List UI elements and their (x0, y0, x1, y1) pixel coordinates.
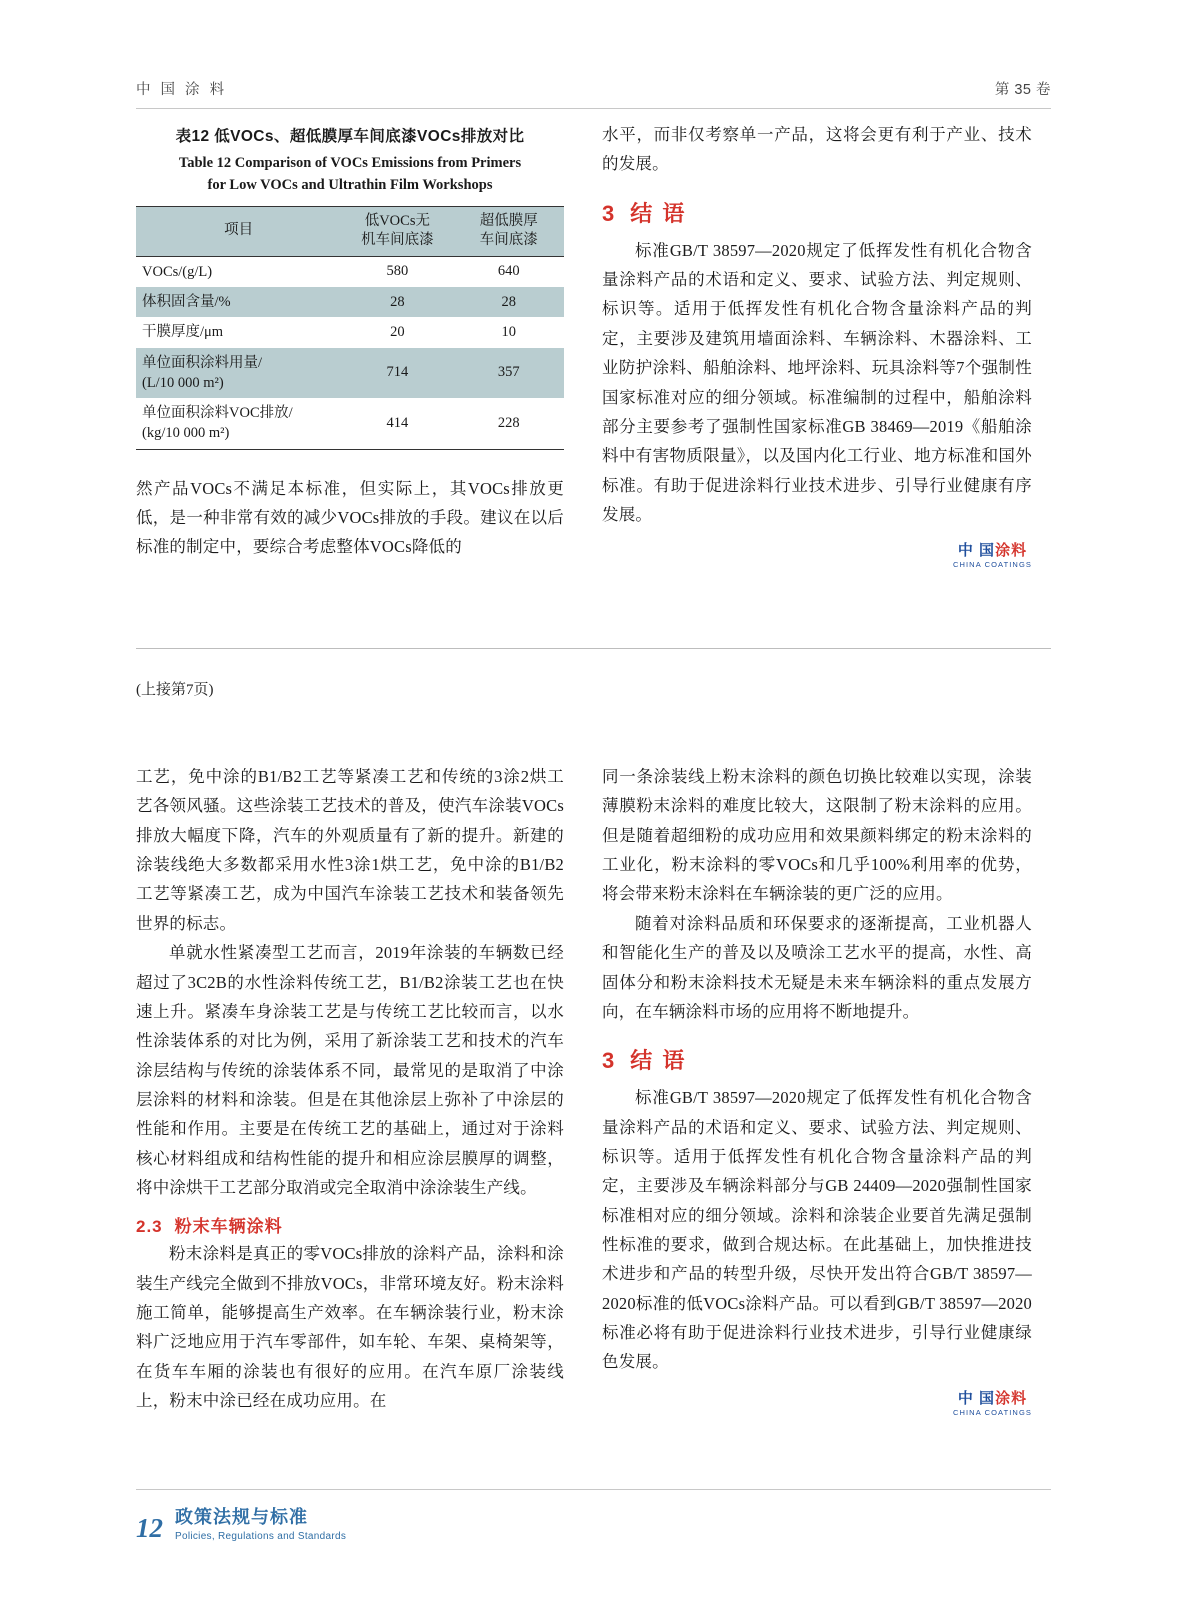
running-head-volume: 第 35 卷 (994, 82, 1051, 98)
lower-left-paragraph-1: 工艺，免中涂的B1/B2工艺等紧凑工艺和传统的3涂2烘工艺各领风骚。这些涂装工艺技术的普及，使汽车涂装VOCs排放大幅度下降，汽车的外观质量有了新的提升。新建的涂装线绝大多数都采用水性3涂1烘工艺，免中涂的B1/B2工艺等紧凑工艺，成为中国汽车涂装工艺技术和装备领先世界的标志。 (136, 767, 564, 933)
journal-logo-en: CHINA COATINGS (952, 560, 1032, 570)
footer-section-cn: 政策法规与标准 (175, 1507, 308, 1528)
journal-logo-inner (953, 1391, 1032, 1417)
section-title: 结 语 (630, 200, 687, 226)
table-cell-label-line1: 单位面积涂料用量/ (142, 354, 263, 371)
article-divider (136, 648, 1051, 649)
table-row (136, 348, 564, 399)
footer-section-en: Policies, Regulations and Standards (175, 1531, 347, 1542)
table-cell-value: 714 (341, 348, 453, 399)
section-number: 3 (602, 1048, 617, 1074)
table-caption-en-line1: Table 12 Comparison of VOCs Emissions from Primers (178, 155, 522, 171)
upper-left-paragraph: 然产品VOCs不满足本标准，但实际上，其VOCs排放更低，是一种非常有效的减少VOCs排放的手段。建议在以后标准的制定中，要综合考虑整体VOCs降低的 (136, 478, 564, 557)
table-cell-label: 干膜厚度/μm (142, 324, 224, 341)
journal-logo-lower (602, 1391, 1032, 1417)
journal-logo-upper (602, 543, 1032, 569)
upper-right-paragraph-body: 标准GB/T 38597—2020规定了低挥发性有机化合物含量涂料产品的术语和定义、要求、试验方法、判定规则、标识等。适用于低挥发性有机化合物含量涂料产品的判定，主要涉及建筑用墙面涂料、车辆涂料、木器涂料、工业防护涂料、船舶涂料、地坪涂料、玩具涂料等7个强制性国家标准对应的细分领域。标准编制的过程中，船舶涂料部分主要参考了强制性国家标准GB 38469—2019《船舶涂料中有害物质限量》，以及国内化工行业、地方标准和国外标准。有助于促进涂料行业技术进步、引导行业健康有序发展。 (602, 240, 1032, 524)
table-cell-value: 414 (341, 398, 453, 449)
table-row (136, 317, 564, 347)
table-cell-value: 640 (497, 263, 520, 280)
table-header-col2-line2: 机车间底漆 (361, 232, 434, 249)
table-row (136, 398, 564, 449)
section-title: 结 语 (630, 1048, 687, 1074)
table-cell-label: VOCs/(g/L) (142, 263, 213, 280)
running-head-journal: 中 国 涂 料 (136, 82, 228, 98)
table-header-row (136, 206, 564, 256)
section-heading-conclusion (602, 197, 1032, 228)
journal-logo-cn-part2: 涂料 (995, 1389, 1028, 1407)
table-cell-value: 580 (386, 263, 409, 280)
table-cell-value: 20 (390, 323, 405, 340)
table-caption-en-line2: for Low VOCs and Ultrathin Film Workshops (207, 176, 493, 193)
subsection-number: 2.3 (136, 1217, 163, 1237)
table-cell-value: 10 (501, 323, 516, 340)
upper-right-paragraph-top: 水平，而非仅考察单一产品，这将会更有利于产业、技术的发展。 (602, 125, 1032, 174)
table-cell-label (136, 398, 341, 449)
subsection-title: 粉末车辆涂料 (174, 1217, 283, 1237)
footer-divider (136, 1489, 1051, 1490)
lower-right-column (602, 762, 1032, 1416)
journal-logo-cn-part2: 涂料 (995, 542, 1028, 560)
lower-right-paragraph-1: 同一条涂装线上粉末涂料的颜色切换比较难以实现，涂装薄膜粉末涂料的难度比较大，这限制了粉末涂料的应用。但是随着超细粉的成功应用和效果颜料绑定的粉末涂料的工业化，粉末涂料的零VOCs和几乎100%利用率的优势，将会带来粉末涂料在车辆涂装的更广泛的应用。 (602, 767, 1032, 904)
continuation-note: (上接第7页) (136, 682, 214, 698)
page-footer (136, 1507, 1051, 1542)
lower-left-column (136, 762, 564, 1416)
table-cell-label: 体积固含量/% (136, 287, 341, 317)
subsection-heading-powder (136, 1212, 564, 1237)
lower-right-paragraph-3: 标准GB/T 38597—2020规定了低挥发性有机化合物含量涂料产品的术语和定义、要求、试验方法、判定规则、标识等。适用于低挥发性有机化合物含量涂料产品的判定，主要涉及车辆涂料部分与GB 24409—2020强制性国家标准相对应的细分领域。涂料和涂装企业要首先满足强制性标准的要求，做到合规达标。在此基础上，加快推进技术进步和产品的转型升级，尽快开发出符合GB/T 38597—2020标准的低VOCs涂料产品。可以看到GB/T 38597—2020标准必将有助于促进涂料行业技术进步，引导行业健康绿色发展。 (602, 1088, 1032, 1372)
table-row (136, 256, 564, 287)
table-cell-value: 228 (453, 398, 564, 449)
table-cell-label-line2: (L/10 000 m²) (142, 374, 224, 391)
journal-logo-cn-part1: 中 国 (957, 542, 996, 560)
running-head (136, 78, 1051, 109)
table-cell-value: 28 (341, 287, 453, 317)
table-caption-en (146, 153, 554, 197)
section-number: 3 (602, 200, 617, 226)
table-header-col3 (453, 206, 564, 256)
journal-logo-cn-part1: 中 国 (957, 1389, 996, 1407)
journal-logo-cn (953, 543, 1032, 558)
table-cell-label (136, 348, 341, 399)
lower-left-paragraph-2: 单就水性紧凑型工艺而言，2019年涂装的车辆数已经超过了3C2B的水性涂料传统工艺，B1/B2涂装工艺也在快速上升。紧凑车身涂装工艺是与传统工艺比较而言，以水性涂装体系的对比为例，采用了新涂装工艺和技术的汽车涂层结构与传统的涂装体系不同，最常见的是取消了中涂层涂料的材料和涂装。但是在其他涂层上弥补了中涂层的性能和作用。主要是在传统工艺的基础上，通过对于涂料核心材料组成和结构性能的提升和相应涂层膜厚的调整，将中涂烘干工艺部分取消或完全取消中涂涂装生产线。 (136, 943, 564, 1198)
table-cell-value: 28 (453, 287, 564, 317)
page-number: 12 (136, 1513, 163, 1543)
table-header-col2-line1: 低VOCs无 (364, 212, 430, 229)
table-header (136, 206, 564, 256)
lower-left-paragraph-3: 粉末涂料是真正的零VOCs排放的涂料产品，涂料和涂装生产线完全做到不排放VOCs，非常环境友好。粉末涂料施工简单，能够提高生产效率。在车辆涂装行业，粉末涂料广泛地应用于汽车零部件，如车轮、车架、桌椅架等，在货车车厢的涂装也有很好的应用。在汽车原厂涂装线上，粉末中涂已经在成功应用。在 (136, 1244, 564, 1411)
table-header-col3-line1: 超低膜厚 (479, 212, 538, 229)
footer-section-label (175, 1507, 346, 1542)
upper-right-column (602, 120, 1032, 569)
section-heading-conclusion-2 (602, 1044, 1032, 1075)
journal-logo-inner (953, 543, 1032, 569)
table-header-item: 项目 (136, 206, 341, 256)
journal-logo-cn (953, 1391, 1032, 1406)
table-row (136, 287, 564, 317)
table-cell-label-line1: 单位面积涂料VOC排放/ (142, 405, 293, 422)
table-header-col2 (341, 206, 453, 256)
table-body (136, 256, 564, 449)
table-cell-label-line2: (kg/10 000 m²) (142, 425, 230, 442)
voc-comparison-table (136, 206, 564, 450)
lower-right-paragraph-2: 随着对涂料品质和环保要求的逐渐提高，工业机器人和智能化生产的普及以及喷涂工艺水平的提高，水性、高固体分和粉末涂料技术无疑是未来车辆涂料的重点发展方向，在车辆涂料市场的应用将不断地提升。 (602, 913, 1032, 1021)
table-caption-cn: 表12 低VOCs、超低膜厚车间底漆VOCs排放对比 (175, 128, 525, 145)
upper-left-column (136, 120, 564, 562)
table-header-col3-line2: 车间底漆 (479, 232, 538, 249)
table-cell-value: 357 (453, 348, 564, 399)
journal-logo-en: CHINA COATINGS (952, 1407, 1032, 1417)
